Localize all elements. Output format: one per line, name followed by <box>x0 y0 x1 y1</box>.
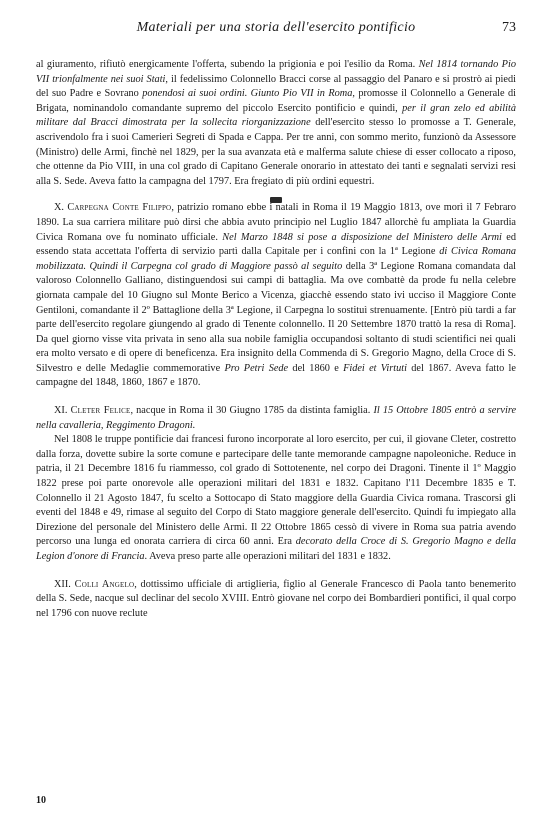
italic-run: Nel Marzo 1848 si pose a disposizione del Ministero delle Armi <box>222 231 502 243</box>
italic-run: decorato della Croce di S. Gregorio Magno e della Legion d'onore di Francia <box>36 536 517 562</box>
paragraph-cleter-career <box>36 433 516 564</box>
entry-name: Cleter Felice <box>70 405 131 417</box>
text-run: , promosse il Colonnello a Generale di Brigata, nominandolo comandante supremo del piccolo Esercito pontificio e quindi, <box>36 88 517 114</box>
signature-mark: 10 <box>36 795 46 806</box>
running-title: Materiali per una storia dell'esercito pontificio <box>136 20 416 35</box>
text-run: della 3ª Legione Romana comandata dal valoroso Colonnello Galliano, distinguendosi sui campi di battaglia. Ma ove combattè da prode fu nella celebre giornata campale del 10 Giugno sul Monte Berico a Vicenza, giacchè essendo stato ivi ucciso il Maggiore Conte Gentiloni, comandante il 2º Battaglione della 3ª Legione, il Carpegna lo sostituì strenuamente. [Entrò più tardi a far parte dell'esercito regolare giungendo al grado di Tenente colonnello. Il 20 Settembre 1870 trattò la resa di Roma]. Da quel giorno visse vita privata in seno alla sua nobile famiglia occupandosi soltanto di studi scientifici nei quali era molto versato e di opere di beneficenza. Era insignito della Commenda di S. Gregorio Magno, della Croce di S. Silvestro e delle Medaglie commemorative <box>36 260 516 374</box>
page-number: 73 <box>502 20 516 35</box>
italic-run: per il gran zelo ed abilità militare dal Bracci dimostrata per la sollecita riorganizzazione <box>36 102 517 129</box>
text-run: Nel 1808 le truppe pontificie dai francesi furono incorporate al loro esercito, per cui, il giovane Cleter, costretto dalla forza, dovette subire la sorte comune e partecipare delle tante memorande campagne napoleoniche. Reduce in patria, il 21 Decembre 1816 fu riammesso, col grado di Sottotenente, nel corpo dei Dragoni. Tinente il 1º Maggio 1822 prese poi parte onorevole alle operazioni militari del 1831 e 1832. Capitano l'11 Decembre 1835 e T. Colonnello il 21 Agosto 1847, fu scelto a Sottocapo di Stato maggiore della Guardia Civica romana. Trascorsi gli eventi del 1848 e 49, rimase al seguito del Corpo di Stato maggiore generale dell'esercito. Quindi fu impiegato alla Direzione del personale del Ministero delle Armi. Il 22 Ottobre 1865 cessò di vivere in Roma sua patria avendo percorso una lunga ed onorata carriera di circa 60 anni. Era <box>36 434 516 548</box>
entry-number: XII. <box>54 578 75 590</box>
text-run: . Aveva preso parte alle operazioni militari del 1831 e 1832. <box>144 551 391 562</box>
entry-name: Carpegna Conte Filippo <box>67 202 172 214</box>
entry-number: XI. <box>54 405 71 417</box>
entry-name: Colli Angelo <box>74 578 135 590</box>
italic-run: Fidei et Virtuti <box>343 362 407 374</box>
text-run: del 1860 e <box>288 362 344 374</box>
paragraph-bracci-continued <box>36 58 516 189</box>
entry-colli <box>36 578 516 622</box>
text-run: , nacque in Roma il 30 Giugno 1785 da distinta famiglia. <box>130 405 374 417</box>
italic-run: di Civica Romana mobilizzata. Quindi il Carpegna col grado di Maggiore passò al seguito <box>36 246 517 272</box>
ink-smudge <box>36 192 516 201</box>
text-run: del 1867. Aveva fatto le campagne del 1848, 1860, 1867 e 1870. <box>36 362 516 389</box>
italic-run: ponendosi ai suoi ordini. Giunto Pio VII in Roma <box>142 88 353 100</box>
entry-carpegna <box>36 201 516 391</box>
text-run: , patrizio romano ebbe i natali in Roma il 19 Maggio 1813, ove morì il 7 Febraro 1890. La sua carriera militare può dirsi che abbia avuto principio nel Luglio 1847 allorchè fu ampliata la Guardia Civica Romana ove fu nominato ufficiale. <box>36 202 516 243</box>
entry-number: X. <box>54 202 68 214</box>
italic-run: Il 15 Ottobre 1805 entrò a servire nella cavalleria, Reggimento Dragoni. <box>36 405 517 431</box>
text-run: , il fedelissimo Colonnello Bracci corse al passaggio del Panaro e si prostrò ai piedi del suo Padre e Sovrano <box>36 73 516 100</box>
entry-cleter <box>36 404 516 433</box>
text-run: dell'esercito stesso lo promosse a T. Generale, ascrivendolo fra i suoi Camerieri Segreti di Spada e Cappa. Per tre anni, con sommo merito, funzionò da Assessore (Ministro) delle Armi, finchè nel 1829, per la sua avanzata età e malferma salute chiese di esser collocato a riposo, che ottenne da Pio VIII, in una col grado di Capitano Generale onorario in attestato dei tanti e segnalati servizi resi alla S. Sede. Aveva fatto la campagna del 1797. Era fregiato di più ordini equestri. <box>36 117 516 187</box>
text-run: ed essendo stata accettata l'offerta di servizio partì dalla Capitale per i confini con la 1ª Legione <box>36 231 516 258</box>
italic-run: Pro Petri Sede <box>224 362 289 374</box>
page-body <box>36 58 516 621</box>
text-run: al giuramento, rifiutò energicamente l'offerta, subendo la prigionia e poi l'esilio da Roma. <box>36 59 419 70</box>
text-run: , dottissimo ufficiale di artiglieria, figlio al Generale Francesco di Paola tanto benemerito della S. Sede, nacque sul declinar del secolo XVIII. Entrò giovane nel corpo dei Bombardieri pontifici, il qual corpo nel 1796 con nuove reclute <box>36 578 516 619</box>
page-header <box>36 20 516 42</box>
italic-run: Nel 1814 tornando Pio VII trionfalmente nei suoi Stati <box>36 59 516 85</box>
